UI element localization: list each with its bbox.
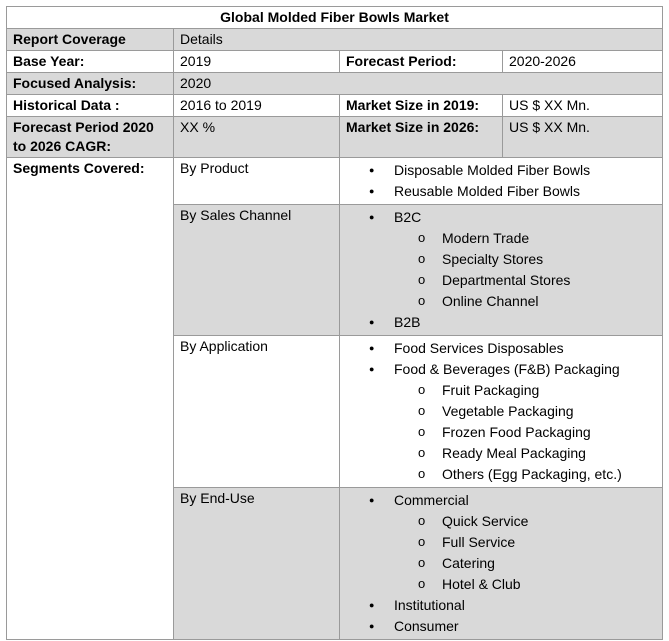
title-row — [7, 7, 663, 29]
list-subitem: o Catering — [346, 553, 656, 574]
coverage-value: Details — [174, 29, 663, 51]
list-subitem: o Others (Egg Packaging, etc.) — [346, 464, 656, 485]
segment-application-list — [340, 336, 663, 488]
table-title: Global Molded Fiber Bowls Market — [7, 7, 663, 29]
segment-application-label: By Application — [174, 336, 340, 488]
forecast-period-label: Forecast Period: — [340, 51, 503, 73]
list-subitem: o Modern Trade — [346, 228, 656, 249]
list-subitem: o Quick Service — [346, 511, 656, 532]
segment-sales-channel-list — [340, 205, 663, 336]
market-report-table — [6, 6, 663, 640]
list-subitem: o Fruit Packaging — [346, 380, 656, 401]
list-subitem: o Online Channel — [346, 291, 656, 312]
focused-row — [7, 73, 663, 95]
list-item: ● B2C — [346, 207, 656, 228]
historical-label: Historical Data : — [7, 95, 174, 117]
focused-label: Focused Analysis: — [7, 73, 174, 95]
list-item: ● Institutional — [346, 595, 656, 616]
segment-sales-channel-label: By Sales Channel — [174, 205, 340, 336]
segments-covered-label: Segments Covered: — [7, 158, 174, 640]
base-year-label: Base Year: — [7, 51, 174, 73]
cagr-value: XX % — [174, 117, 340, 158]
historical-value: 2016 to 2019 — [174, 95, 340, 117]
market-size-2026-label: Market Size in 2026: — [340, 117, 503, 158]
list-subitem: o Frozen Food Packaging — [346, 422, 656, 443]
list-item: ● Consumer — [346, 616, 656, 637]
list-subitem: o Ready Meal Packaging — [346, 443, 656, 464]
segment-product-list — [340, 158, 663, 205]
list-item: ● Food Services Disposables — [346, 338, 656, 359]
list-item: ● Commercial — [346, 490, 656, 511]
coverage-row — [7, 29, 663, 51]
list-item: ● Food & Beverages (F&B) Packaging — [346, 359, 656, 380]
list-subitem: o Hotel & Club — [346, 574, 656, 595]
segment-product-label: By Product — [174, 158, 340, 205]
report-table-container — [6, 6, 662, 640]
list-item: ● Reusable Molded Fiber Bowls — [346, 181, 656, 202]
segment-end-use-list — [340, 488, 663, 640]
list-item: ● B2B — [346, 312, 656, 333]
cagr-row — [7, 117, 663, 158]
base-year-row — [7, 51, 663, 73]
forecast-period-value: 2020-2026 — [503, 51, 663, 73]
list-subitem: o Departmental Stores — [346, 270, 656, 291]
segment-product-row — [7, 158, 663, 205]
list-subitem: o Full Service — [346, 532, 656, 553]
historical-row — [7, 95, 663, 117]
list-subitem: o Vegetable Packaging — [346, 401, 656, 422]
market-size-2026-value: US $ XX Mn. — [503, 117, 663, 158]
list-subitem: o Specialty Stores — [346, 249, 656, 270]
cagr-label: Forecast Period 2020 to 2026 CAGR: — [7, 117, 174, 158]
segment-end-use-label: By End-Use — [174, 488, 340, 640]
focused-value: 2020 — [174, 73, 663, 95]
base-year-value: 2019 — [174, 51, 340, 73]
coverage-label: Report Coverage — [7, 29, 174, 51]
market-size-2019-value: US $ XX Mn. — [503, 95, 663, 117]
market-size-2019-label: Market Size in 2019: — [340, 95, 503, 117]
list-item: ● Disposable Molded Fiber Bowls — [346, 160, 656, 181]
